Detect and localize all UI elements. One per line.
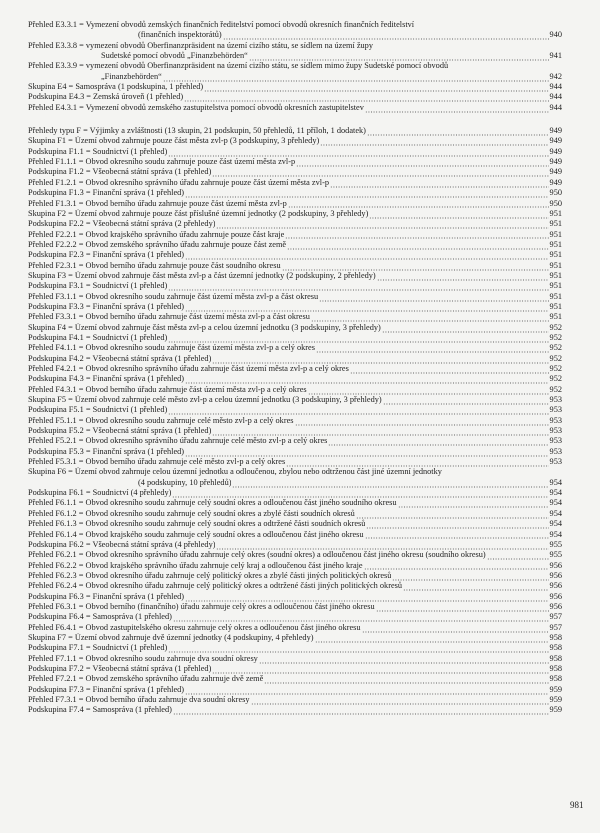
toc-entry-page: 949 — [549, 136, 562, 146]
dot-leader — [288, 199, 549, 209]
toc-entry-title: Přehled F7.3.1 = Obvod berního úřadu zahrnuje dva soudní okresy — [28, 695, 250, 704]
dot-leader — [367, 126, 549, 136]
toc-entry — [28, 354, 562, 364]
toc-entry — [28, 654, 562, 664]
toc-entry — [28, 219, 562, 229]
toc-entry-page: 953 — [549, 457, 562, 467]
toc-entry — [28, 571, 562, 581]
dot-leader — [364, 561, 549, 571]
toc-entry — [28, 167, 562, 177]
toc-entry-page: 951 — [549, 260, 562, 270]
toc-entry — [28, 230, 562, 240]
toc-entry-title: „Finanzbehörden“ — [101, 71, 162, 81]
toc-entry-page: 949 — [549, 167, 562, 177]
toc-entry — [28, 312, 562, 322]
toc-entry — [28, 436, 562, 446]
toc-entry-title: Podskupina F4.3 = Finanční správa (1 přehled) — [28, 374, 185, 384]
toc-entry-title: (4 podskupiny, 10 přehledů) — [138, 477, 232, 487]
toc-entry-title: Přehled F6.2.2 = Obvod krajského správního úřadu zahrnuje celý kraj a odloučenou část jiného kraje — [28, 560, 363, 570]
toc-section — [28, 20, 562, 113]
dot-leader — [185, 251, 548, 261]
toc-entry-page: 951 — [549, 229, 562, 239]
toc-entry — [28, 612, 562, 622]
toc-entry-title: Přehled E3.3.8 = vymezení obvodů Oberfinanzpräsident na území cizího státu, se sídlem na území župy — [28, 40, 373, 50]
toc-entry-title: Skupina F6 = Území obvod zahrnuje celou územní jednotku a odloučenou, zbylou nebo odtrženou část jiné územní jednotky — [28, 467, 442, 477]
toc-entry — [28, 695, 562, 705]
toc-entry-title: Podskupina F7.1 = Soudnictví (1 přehled) — [28, 643, 168, 653]
dot-leader — [316, 344, 549, 354]
toc-entry-page: 954 — [549, 498, 562, 508]
toc-entry-title: Podskupina F6.1 = Soudnictví (4 přehledy) — [28, 488, 172, 498]
toc-entry — [28, 333, 562, 343]
toc-entry — [28, 561, 562, 571]
dot-leader — [168, 406, 548, 416]
toc-entry — [28, 405, 562, 415]
toc-entry-page: 949 — [549, 126, 562, 136]
toc-entry — [28, 209, 562, 219]
toc-entry-title: Přehled E3.3.1 = Vymezení obvodů zemských finančních ředitelství pomocí obvodů okresních finančních ředitelství — [28, 20, 415, 29]
toc-entry — [28, 509, 562, 519]
toc-entry — [28, 395, 562, 405]
toc-entry-title: Přehled F1.3.1 = Obvod berního úřadu zahrnuje pouze část území města zvl-p — [28, 198, 287, 208]
toc-entry — [28, 188, 562, 198]
toc-entry — [28, 550, 562, 560]
toc-entry — [28, 457, 562, 467]
toc-entry-page: 952 — [549, 332, 562, 342]
toc-entry-title: Přehled F6.1.2 = Obvod okresního soudu zahrnuje celý soudní okres a zbylé části soudních okresů — [28, 508, 355, 518]
toc-entry-page: 959 — [549, 684, 562, 694]
toc-entry-title: Podskupina F1.1 = Soudnictví (1 přehled) — [28, 146, 168, 156]
page-number: 981 — [570, 800, 584, 810]
toc-entry-page: 958 — [549, 643, 562, 653]
toc-entry — [28, 467, 562, 477]
dot-leader — [173, 613, 549, 623]
dot-leader — [216, 220, 548, 230]
dot-leader — [168, 282, 548, 292]
toc-entry-page: 944 — [549, 82, 562, 92]
toc-entry-title: Přehled F6.4.1 = Obvod zastupitelského okresu zahrnuje celý okres a odloučenou část jiného okresu — [28, 622, 361, 632]
toc-entry-page: 952 — [549, 353, 562, 363]
toc-entry-page: 941 — [549, 51, 562, 61]
dot-leader — [392, 571, 548, 581]
toc-entry-title: Podskupina F7.4 = Samospráva (1 přehled) — [28, 705, 172, 715]
dot-leader — [185, 447, 548, 457]
dot-leader — [285, 230, 548, 240]
toc-entry-title: Podskupina F3.1 = Soudnictví (1 přehled) — [28, 281, 168, 291]
toc-entry-title: Přehled F6.1.3 = Obvod okresního soudu zahrnuje celý soudní okres a odtržené části soudních okresů — [28, 519, 366, 529]
dot-leader — [365, 103, 549, 113]
toc-entry-page: 940 — [549, 30, 562, 40]
toc-entry-title: Podskupina F5.3 = Finanční správa (1 přehled) — [28, 446, 185, 456]
toc-entry-page: 954 — [549, 508, 562, 518]
toc-entry-title: Podskupina F6.3 = Finanční správa (1 přehled) — [28, 591, 185, 601]
toc-entry — [28, 157, 562, 167]
dot-leader — [398, 499, 549, 509]
toc-entry-page: 952 — [549, 322, 562, 332]
dot-leader — [168, 147, 548, 157]
toc-entry — [28, 623, 562, 633]
toc-entry — [28, 674, 562, 684]
toc-entry-page: 951 — [549, 239, 562, 249]
toc-entry-page: 958 — [549, 632, 562, 642]
toc-entry — [28, 147, 562, 157]
toc-entry — [28, 51, 562, 61]
toc-entry-page: 953 — [549, 446, 562, 456]
dot-leader — [212, 426, 548, 436]
toc-entry-title: Přehled F4.1.1 = Obvod okresního soudu zahrnuje část území města zvl-p a celý okres — [28, 343, 315, 353]
toc-entry-page: 958 — [549, 653, 562, 663]
dot-leader — [249, 51, 549, 61]
toc-entry-page: 956 — [549, 601, 562, 611]
table-of-contents — [28, 20, 562, 716]
toc-entry-page: 955 — [549, 550, 562, 560]
toc-entry — [28, 519, 562, 529]
toc-entry — [28, 30, 562, 40]
toc-entry-page: 953 — [549, 405, 562, 415]
toc-entry-title: Podskupina F5.2 = Všeobecná státní správa (1 přehled) — [28, 426, 212, 436]
toc-entry — [28, 126, 562, 136]
toc-entry — [28, 592, 562, 602]
toc-entry-title: Sudetské pomocí obvodů „Finanzbehörden“ — [101, 51, 248, 61]
dot-leader — [369, 209, 548, 219]
toc-entry — [28, 364, 562, 374]
toc-entry — [28, 664, 562, 674]
toc-entry-title: Přehled E3.3.9 = vymezení obvodů Oberfinanzpräsident na území cizího státu, se sídlem mimo župy Sudetské pomocí obvodů — [28, 61, 449, 71]
toc-entry-title: Podskupina F6.4 = Samospráva (1 přehled) — [28, 612, 172, 622]
dot-leader — [443, 468, 561, 478]
toc-entry-page: 950 — [549, 188, 562, 198]
toc-entry-page: 954 — [549, 488, 562, 498]
toc-entry-page: 951 — [549, 301, 562, 311]
toc-entry-title: Podskupina F5.1 = Soudnictví (1 přehled) — [28, 405, 168, 415]
toc-entry-page: 959 — [549, 695, 562, 704]
toc-entry-title: Skupina F7 = Území obvod zahrnuje dvě územní jednotky (4 podskupiny, 4 přehledy) — [28, 632, 314, 642]
toc-entry-page: 951 — [549, 270, 562, 280]
dot-leader — [286, 457, 548, 467]
toc-entry — [28, 530, 562, 540]
toc-entry-page: 958 — [549, 663, 562, 673]
dot-leader — [212, 354, 548, 364]
toc-entry — [28, 478, 562, 488]
toc-entry-title: Skupina F2 = Území obvod zahrnuje pouze část příslušné územní jednotky (2 podskupiny, 3 přehledy) — [28, 208, 369, 218]
toc-entry-title: Přehled F2.2.1 = Obvod krajského správního úřadu zahrnuje pouze část kraje — [28, 229, 285, 239]
dot-leader — [163, 72, 549, 82]
toc-entry-page: 954 — [549, 529, 562, 539]
dot-leader — [377, 271, 549, 281]
dot-leader — [382, 323, 549, 333]
toc-entry — [28, 20, 562, 30]
toc-entry-title: Přehled F4.2.1 = Obvod okresního správního úřadu zahrnuje část území města zvl-p a celý okres — [28, 364, 349, 373]
toc-entry — [28, 447, 562, 457]
dot-leader — [185, 592, 548, 602]
toc-entry-page: 955 — [549, 539, 562, 549]
toc-entry-title: Podskupina F1.3 = Finanční správa (1 přehled) — [28, 188, 185, 198]
toc-entry-page: 944 — [549, 102, 562, 112]
toc-entry-title: Podskupina F7.2 = Všeobecná státní správa (1 přehled) — [28, 663, 212, 673]
toc-entry-title: Přehled F1.1.1 = Obvod okresního soudu zahrnuje pouze část území města zvl-p — [28, 157, 296, 167]
toc-entry — [28, 178, 562, 188]
toc-entry-page: 957 — [549, 612, 562, 622]
dot-leader — [362, 623, 549, 633]
toc-entry-page: 952 — [549, 374, 562, 384]
toc-entry — [28, 41, 562, 51]
toc-entry-page: 951 — [549, 208, 562, 218]
toc-entry — [28, 633, 562, 643]
toc-entry — [28, 103, 562, 113]
toc-entry — [28, 498, 562, 508]
dot-leader — [185, 302, 548, 312]
toc-entry-title: Přehled F6.2.3 = Obvod okresního úřadu zahrnuje celý politický okres a zbylé části jiných politických okresů — [28, 570, 392, 580]
toc-entry-page: 959 — [549, 705, 562, 715]
toc-entry-page: 944 — [549, 92, 562, 102]
toc-entry-title: Skupina F1 = Území obvod zahrnuje pouze část města zvl-p (3 podskupiny, 3 přehledy) — [28, 136, 320, 146]
toc-entry-page: 954 — [549, 519, 562, 529]
toc-entry-page: 952 — [549, 384, 562, 394]
dot-leader — [330, 178, 549, 188]
toc-entry — [28, 82, 562, 92]
toc-entry-title: Přehled F3.1.1 = Obvod okresního soudu zahrnuje část území města zvl-p a část okresu — [28, 291, 319, 301]
toc-entry-title: Skupina F3 = Území obvod zahrnuje část města zvl-p a část územní jednotky (2 podskupiny, 2 přehledy) — [28, 270, 376, 280]
dot-leader — [223, 31, 549, 41]
dot-leader — [259, 654, 549, 664]
dot-leader — [185, 375, 548, 385]
dot-leader — [403, 582, 549, 592]
toc-entry — [28, 374, 562, 384]
toc-entry-page: 949 — [549, 157, 562, 167]
toc-entry-page: 953 — [549, 415, 562, 425]
dot-leader — [311, 313, 549, 323]
toc-entry-title: Skupina F4 = Území obvod zahrnuje část města zvl-p a celou územní jednotku (3 podskupiny, 3 přehledy) — [28, 322, 381, 332]
dot-leader — [319, 292, 548, 302]
dot-leader — [184, 93, 548, 103]
toc-entry — [28, 426, 562, 436]
toc-entry-title: Přehled F6.3.1 = Obvod berního (finančního) úřadu zahrnuje celý okres a odloučenou část jiného okresu — [28, 601, 375, 611]
toc-entry — [28, 540, 562, 550]
toc-entry-page: 951 — [549, 250, 562, 260]
toc-entry-title: Přehledy typu F = Výjimky a zvláštnosti (13 skupin, 21 podskupin, 50 přehledů, 11 příloh, 1 dodatek) — [28, 126, 366, 136]
toc-entry-title: Přehled F5.3.1 = Obvod berního úřadu zahrnuje celé město zvl-p a celý okres — [28, 457, 286, 467]
toc-entry — [28, 581, 562, 591]
toc-entry — [28, 602, 562, 612]
toc-entry-title: Podskupina F2.2 = Všeobecná státní správa (2 přehledy) — [28, 219, 216, 229]
toc-entry-title: Přehled F7.2.1 = Obvod zemského správního úřadu zahrnuje dvě země — [28, 674, 264, 684]
toc-entry — [28, 250, 562, 260]
toc-entry — [28, 643, 562, 653]
dot-leader — [383, 395, 549, 405]
toc-entry-page: 953 — [549, 426, 562, 436]
toc-entry-title: Skupina F5 = Území obvod zahrnuje celé město zvl-p a celou územní jednotku (3 podskupiny, 3 přehledy) — [28, 395, 382, 405]
dot-leader — [320, 137, 548, 147]
dot-leader — [168, 644, 548, 654]
toc-entry-title: Podskupina F7.3 = Finanční správa (1 přehled) — [28, 684, 185, 694]
toc-entry-page: 951 — [549, 312, 562, 322]
toc-entry-page: 956 — [549, 591, 562, 601]
toc-entry-page: 958 — [549, 674, 562, 684]
dot-leader — [287, 240, 548, 250]
toc-entry-page: 956 — [549, 560, 562, 570]
dot-leader — [487, 551, 549, 561]
dot-leader — [185, 189, 548, 199]
toc-entry-title: Podskupina F1.2 = Všeobecná státní správa (1 přehled) — [28, 167, 212, 177]
toc-entry-title: Podskupina E4.3 = Zemská úroveň (1 přehled) — [28, 92, 184, 102]
toc-entry-title: Podskupina F2.3 = Finanční správa (1 přehled) — [28, 250, 185, 260]
toc-entry-title: Přehled F7.1.1 = Obvod okresního soudu zahrnuje dva soudní okresy — [28, 653, 258, 663]
toc-entry-page: 956 — [549, 581, 562, 591]
toc-entry — [28, 136, 562, 146]
dot-leader — [172, 488, 548, 498]
toc-entry — [28, 705, 562, 715]
toc-entry-title: Podskupina F4.1 = Soudnictví (1 přehled) — [28, 332, 168, 342]
toc-entry-page: 951 — [549, 281, 562, 291]
toc-entry-title: Podskupina F3.3 = Finanční správa (1 přehled) — [28, 301, 185, 311]
dot-leader — [328, 437, 548, 447]
toc-entry-page: 949 — [549, 177, 562, 187]
toc-entry — [28, 292, 562, 302]
toc-entry — [28, 302, 562, 312]
toc-entry-title: Přehled F6.2.4 = Obvod okresního úřadu zahrnuje celý politický okres a odtržené části jiných politických okresů — [28, 581, 403, 591]
dot-leader — [212, 664, 548, 674]
dot-leader — [173, 706, 549, 716]
dot-leader — [296, 157, 548, 167]
dot-leader — [204, 82, 548, 92]
dot-leader — [415, 20, 561, 30]
toc-entry — [28, 271, 562, 281]
dot-leader — [365, 530, 549, 540]
toc-entry-title: Přehled F2.3.1 = Obvod berního úřadu zahrnuje pouze část soudního okresu — [28, 260, 281, 270]
toc-entry-title: Podskupina F4.2 = Všeobecná státní správa (1 přehled) — [28, 353, 212, 363]
toc-entry — [28, 240, 562, 250]
dot-leader — [376, 602, 549, 612]
toc-entry-page: 954 — [549, 477, 562, 487]
toc-entry-page: 956 — [549, 570, 562, 580]
dot-leader — [374, 41, 561, 51]
toc-entry-page: 951 — [549, 219, 562, 229]
dot-leader — [232, 478, 548, 488]
toc-entry-title: Přehled F6.1.4 = Obvod krajského soudu zahrnuje celý soudní okres a odloučenou část jiného okresu — [28, 529, 364, 539]
toc-section — [28, 126, 562, 716]
toc-entry-title: Podskupina F6.2 = Všeobecná státní správa (4 přehledy) — [28, 539, 216, 549]
toc-entry-title: (finančních inspektorátů) — [138, 30, 222, 40]
dot-leader — [216, 540, 548, 550]
toc-entry — [28, 199, 562, 209]
toc-entry — [28, 385, 562, 395]
dot-leader — [295, 416, 549, 426]
toc-entry — [28, 72, 562, 82]
toc-entry — [28, 416, 562, 426]
toc-entry-page: 953 — [549, 395, 562, 405]
dot-leader — [168, 333, 548, 343]
toc-entry-title: Přehled F6.2.1 = Obvod okresního správního úřadu zahrnuje celý okres (soudní okres) a odloučenou část jiného okresu (soudního okresu) — [28, 550, 486, 560]
toc-entry — [28, 685, 562, 695]
dot-leader — [356, 509, 549, 519]
dot-leader — [366, 520, 548, 530]
toc-entry-title: Přehled F6.1.1 = Obvod okresního soudu zahrnuje celý soudní okres a odloučenou část jiného soudního okresu — [28, 498, 397, 508]
toc-entry-title: Přehled E4.3.1 = Vymezení obvodů zemského zastupitelstva pomocí obvodů okresních zastupitelstev — [28, 102, 364, 112]
toc-entry-page: 952 — [549, 343, 562, 353]
dot-leader — [264, 675, 548, 685]
toc-entry-title: Přehled F4.3.1 = Obvod berního úřadu zahrnuje část území města zvl-p a celý okres — [28, 384, 307, 394]
toc-entry — [28, 281, 562, 291]
toc-entry-page: 953 — [549, 436, 562, 446]
toc-entry-page: 957 — [549, 622, 562, 632]
dot-leader — [185, 685, 548, 695]
toc-entry — [28, 92, 562, 102]
toc-entry-title: Přehled F5.2.1 = Obvod okresního správního úřadu zahrnuje celé město zvl-p a celý okres — [28, 436, 328, 446]
dot-leader — [449, 62, 561, 72]
toc-entry — [28, 343, 562, 353]
dot-leader — [308, 385, 549, 395]
toc-entry-title: Přehled F3.3.1 = Obvod berního úřadu zahrnuje část území města zvl-p a část okresu — [28, 312, 310, 322]
toc-entry-page: 950 — [549, 198, 562, 208]
dot-leader — [251, 695, 549, 705]
toc-entry — [28, 261, 562, 271]
dot-leader — [212, 168, 548, 178]
toc-entry — [28, 61, 562, 71]
toc-entry-page: 952 — [549, 364, 562, 373]
dot-leader — [282, 261, 549, 271]
toc-entry-title: Přehled F5.1.1 = Obvod okresního soudu zahrnuje celé město zvl-p a celý okres — [28, 415, 294, 425]
toc-entry — [28, 323, 562, 333]
toc-entry-title: Přehled F1.2.1 = Obvod okresního správního úřadu zahrnuje pouze část území města zvl-p — [28, 177, 329, 187]
toc-entry-page: 951 — [549, 291, 562, 301]
toc-entry-page: 949 — [549, 146, 562, 156]
toc-entry-title: Přehled F2.2.2 = Obvod zemského správního úřadu zahrnuje pouze část země — [28, 239, 287, 249]
toc-entry — [28, 488, 562, 498]
dot-leader — [315, 633, 549, 643]
toc-entry-title: Skupina E4 = Samospráva (1 podskupina, 1 přehled) — [28, 82, 204, 92]
dot-leader — [350, 364, 549, 374]
toc-entry-page: 942 — [549, 71, 562, 81]
